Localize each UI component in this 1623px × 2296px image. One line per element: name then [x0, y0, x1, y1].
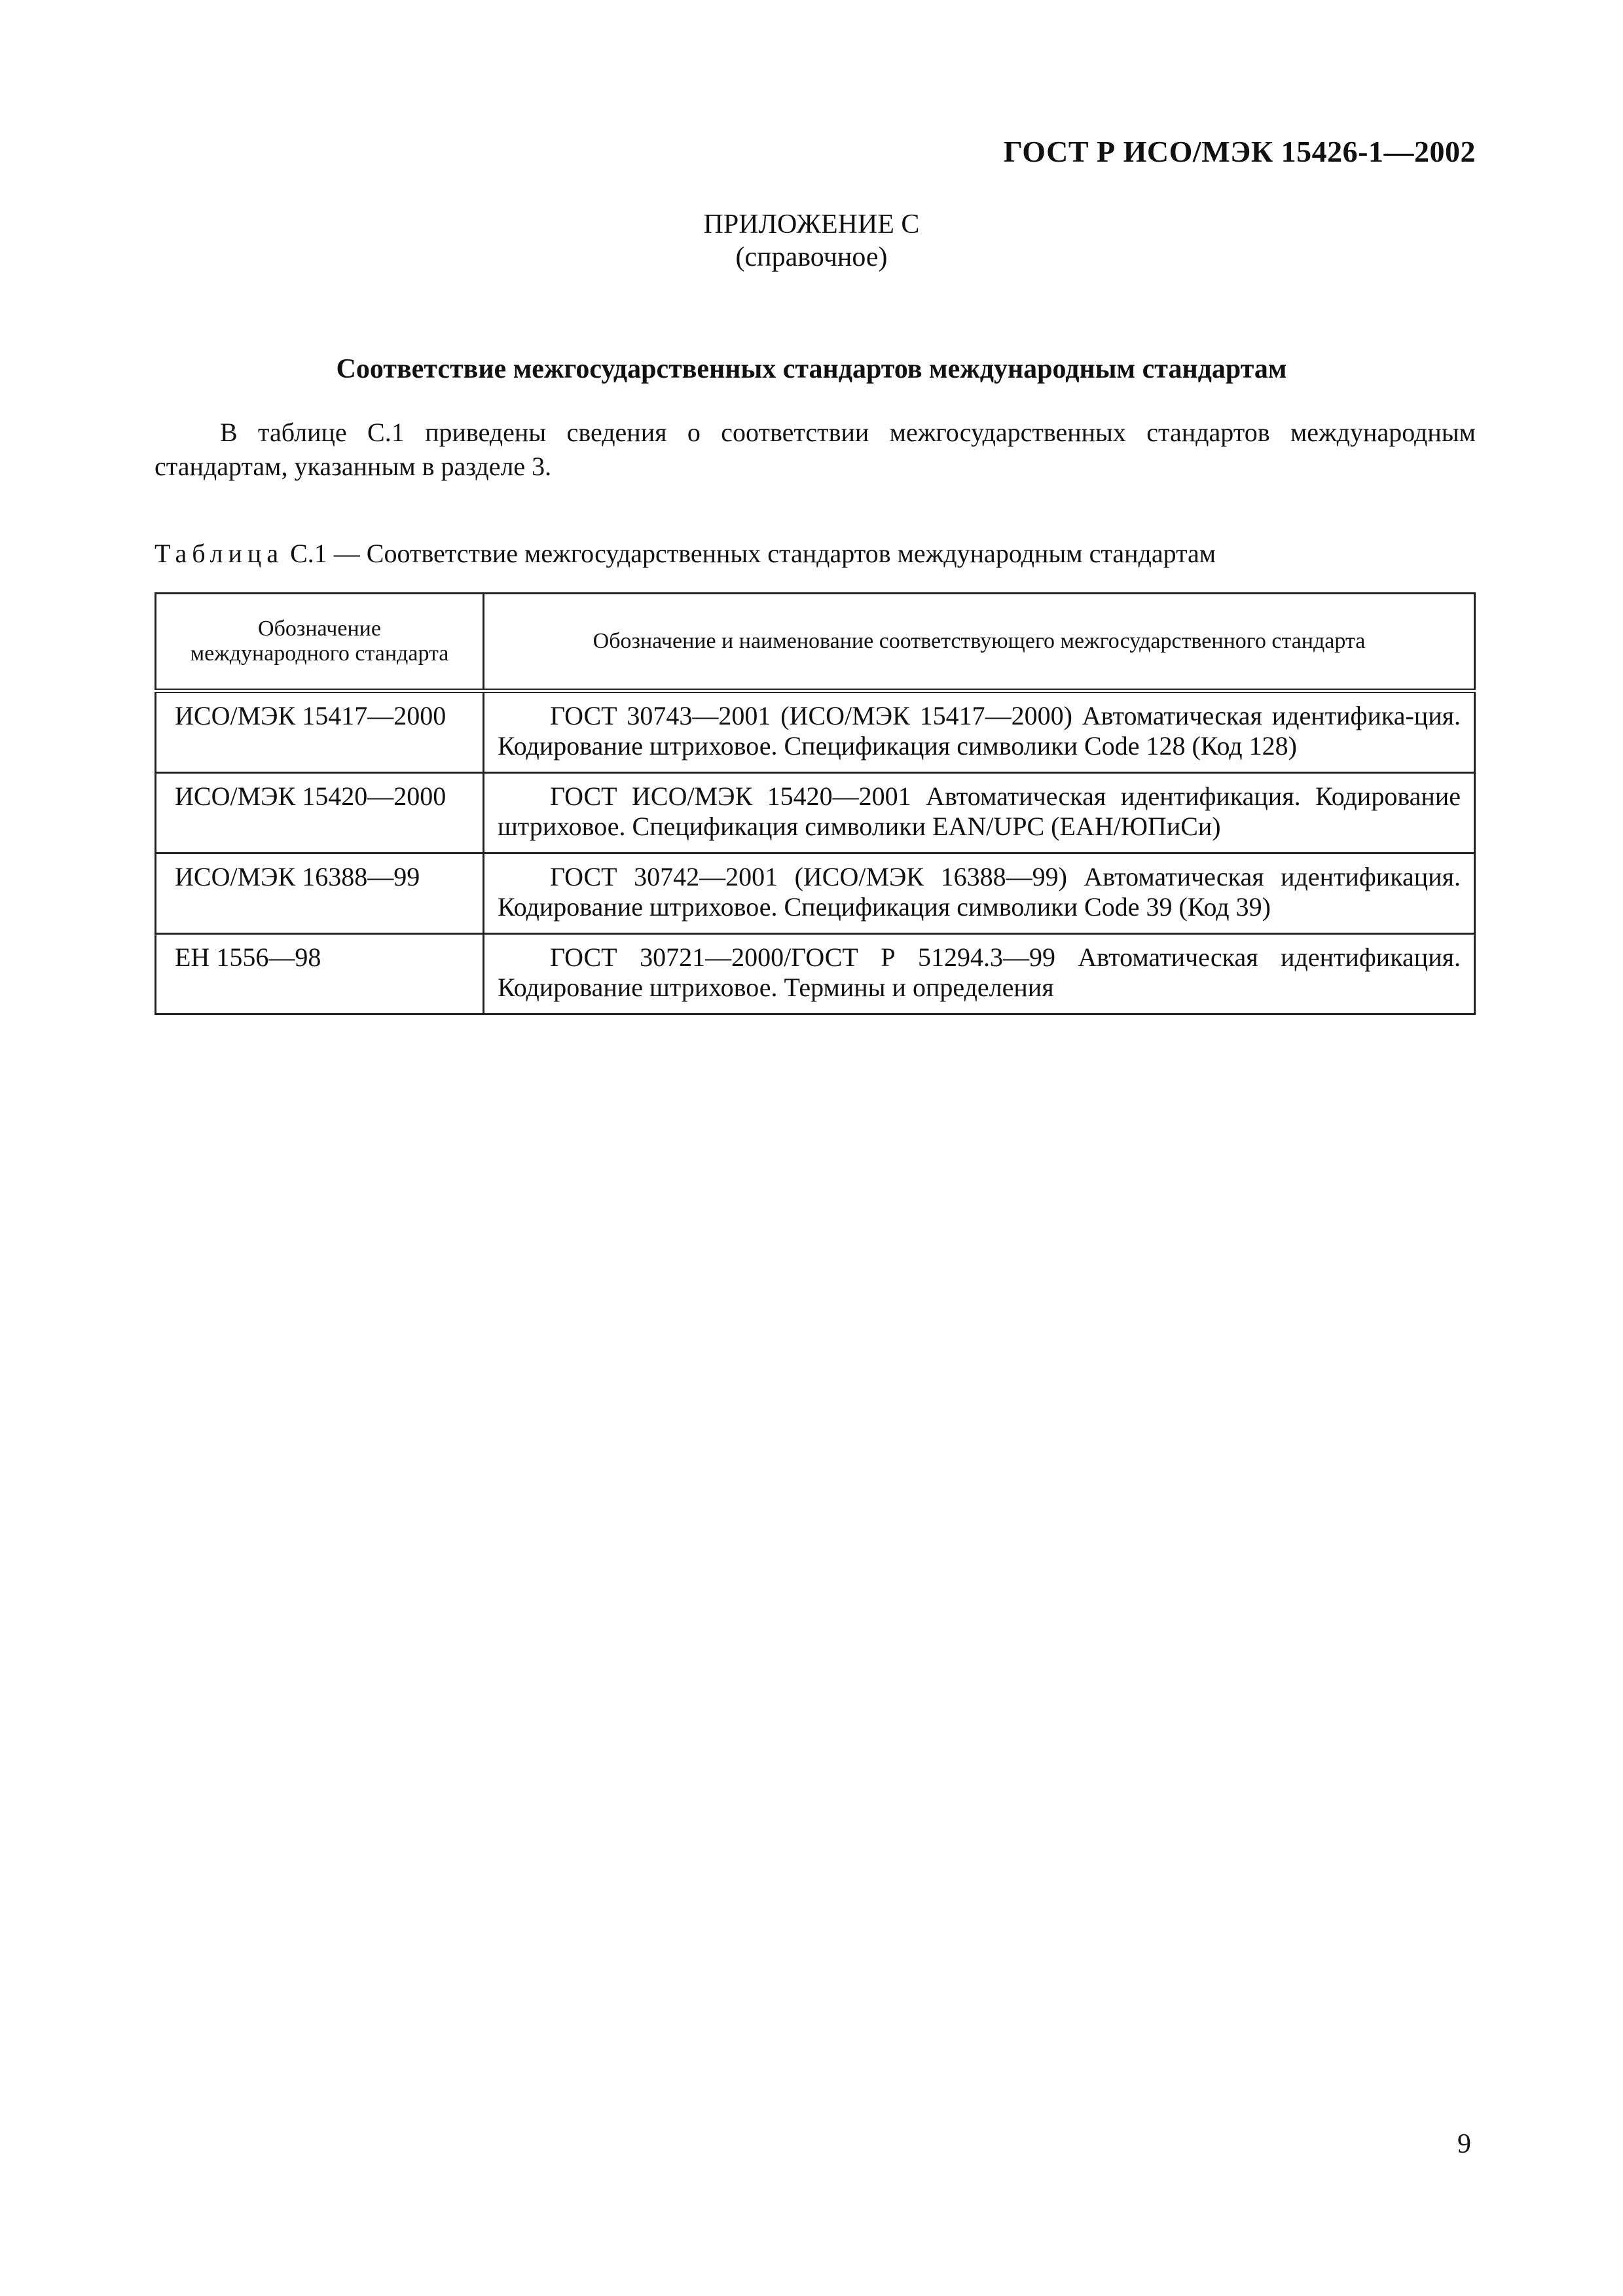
header-international-standard [156, 594, 484, 691]
table-row [156, 773, 1475, 853]
table-row [156, 691, 1475, 773]
interstate-description-cell: ГОСТ 30743—2001 (ИСО/МЭК 15417—2000) Автоматическая идентифика-ция. Кодирование штриховое. Спецификация символики Code 128 (Код 128) [484, 691, 1475, 773]
section-heading: Соответствие межгосударственных стандартов международным стандартам [336, 354, 1287, 384]
international-code-cell: ИСО/МЭК 16388—99 [156, 853, 484, 934]
interstate-description-cell: ГОСТ 30742—2001 (ИСО/МЭК 16388—99) Автоматическая идентификация. Кодирование штриховое. Спецификация символики Code 39 (Код 39) [484, 853, 1475, 934]
appendix-subtitle: (справочное) [735, 242, 888, 272]
international-code-cell: ИСО/МЭК 15420—2000 [156, 773, 484, 853]
interstate-description-cell: ГОСТ 30721—2000/ГОСТ Р 51294.3—99 Автоматическая идентификация. Кодирование штриховое. Термины и определения [484, 934, 1475, 1014]
table-caption-text: С.1 — Соответствие межгосударственных стандартов международным стандартам [290, 539, 1216, 568]
table-header-row [156, 594, 1475, 691]
table-row [156, 853, 1475, 934]
interstate-description-cell: ГОСТ ИСО/МЭК 15420—2001 Автоматическая идентификация. Кодирование штриховое. Спецификация символики EAN/UPC (ЕАН/ЮПиСи) [484, 773, 1475, 853]
correspondence-table [155, 592, 1476, 1015]
header-interstate-standard: Обозначение и наименование соответствующего межгосударственного стандарта [484, 594, 1475, 691]
header-col1-line1: Обозначение [258, 617, 381, 641]
intro-paragraph: В таблице С.1 приведены сведения о соответствии межгосударственных стандартов международным стандартам, указанным в разделе 3. [155, 418, 1476, 481]
document-code: ГОСТ Р ИСО/МЭК 15426-1—2002 [1003, 135, 1476, 168]
header-col1-line2: международного стандарта [190, 641, 449, 666]
international-code-cell: ЕН 1556—98 [156, 934, 484, 1014]
appendix-title-block [0, 208, 1623, 274]
table-caption [155, 538, 1216, 569]
international-code-cell: ИСО/МЭК 15417—2000 [156, 691, 484, 773]
table-row [156, 934, 1475, 1014]
appendix-title: ПРИЛОЖЕНИЕ С [703, 209, 920, 240]
table-caption-label: Таблица [155, 539, 284, 568]
page-number: 9 [1457, 2129, 1471, 2159]
